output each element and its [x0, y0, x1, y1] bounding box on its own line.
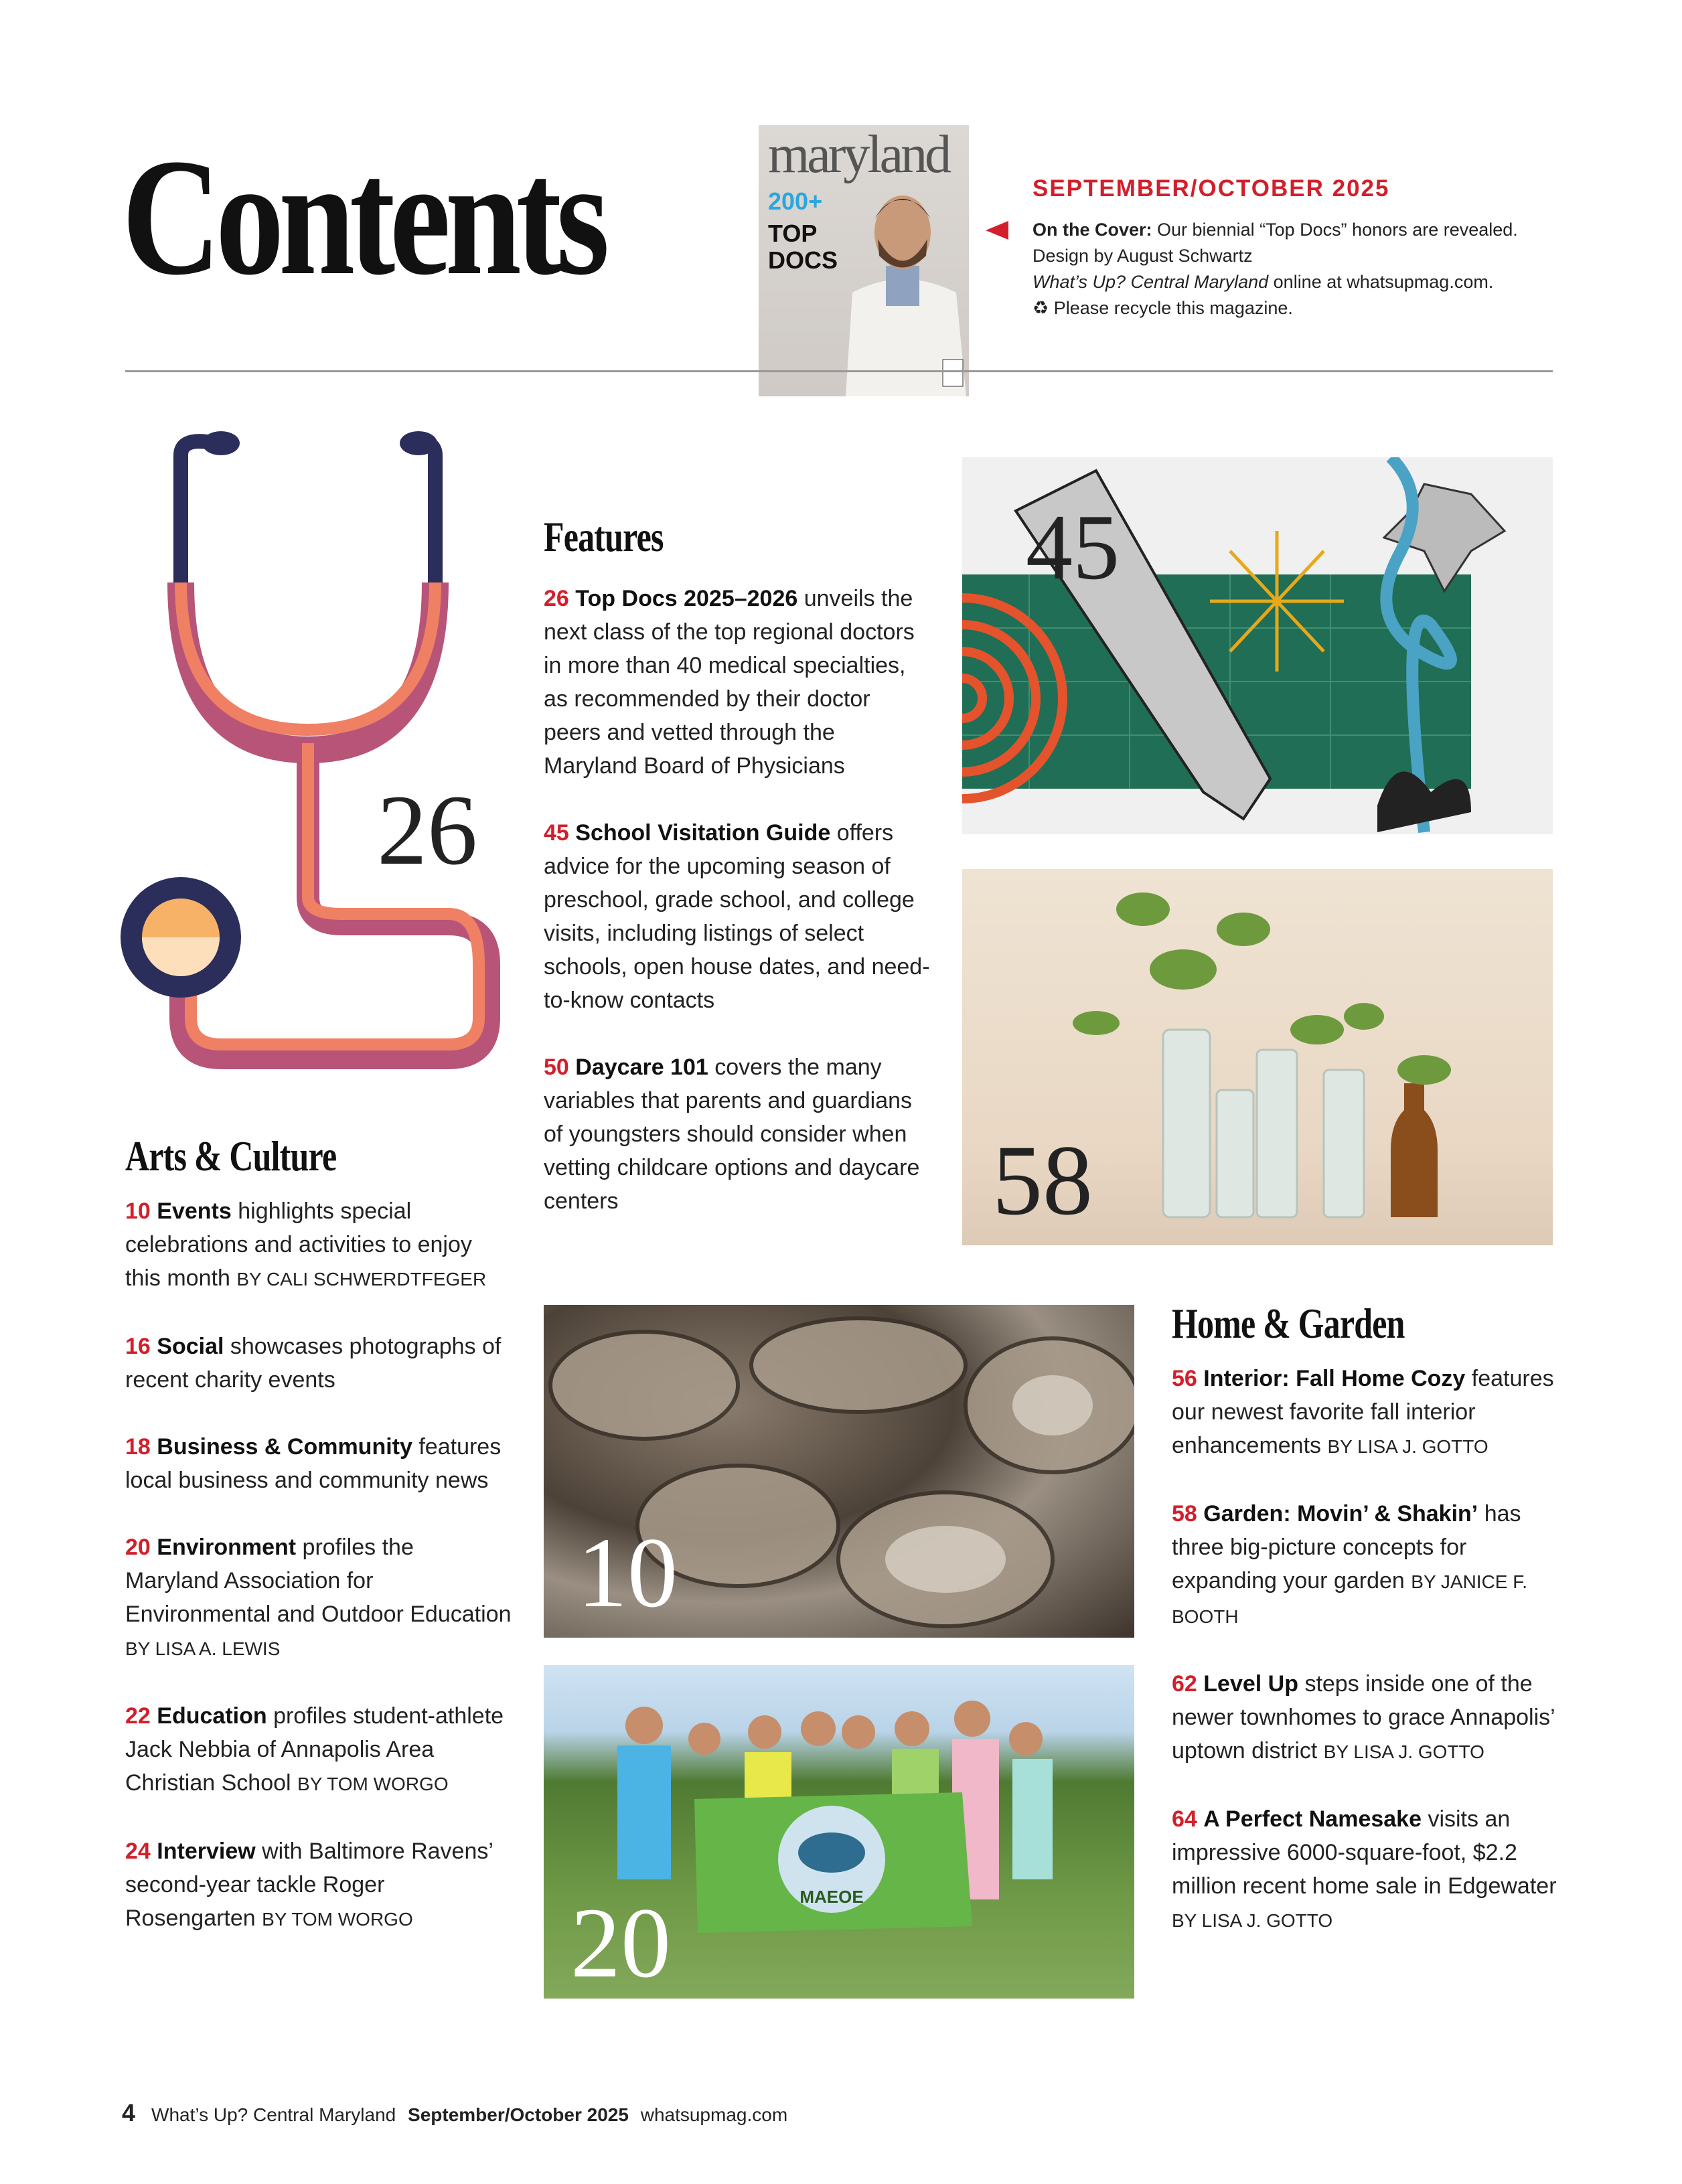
item-desc: offers advice for the upcoming season of preschool, grade school, and college visits, including listings of select schools, open house dates, and need-to-know contacts — [544, 820, 930, 1013]
page-number-26: 26 — [377, 775, 477, 886]
garden-image[interactable] — [962, 869, 1553, 1245]
online-text: online at whatsupmag.com. — [1268, 272, 1494, 292]
cover-doctor-image — [839, 165, 966, 396]
item-byline: BY JANICE F. BOOTH — [1172, 1571, 1528, 1627]
item-page: 20 — [125, 1535, 151, 1560]
arts-item[interactable] — [125, 1699, 514, 1801]
item-desc: features our newest favorite fall interior enhancements — [1172, 1366, 1554, 1458]
home-garden-heading: Home & Garden — [1172, 1300, 1405, 1347]
issue-date: SEPTEMBER/OCTOBER 2025 — [1033, 175, 1390, 202]
flag-label: MAEOE — [799, 1887, 864, 1907]
item-byline: BY CALI SCHWERDTFEGER — [236, 1269, 487, 1290]
students-image[interactable] — [544, 1665, 1134, 1999]
item-page: 58 — [1172, 1501, 1197, 1527]
item-title: Business & Community — [157, 1434, 412, 1460]
page-number-10: 10 — [577, 1517, 678, 1628]
cover-headline: TOP DOCS — [768, 220, 838, 274]
item-byline: BY LISA J. GOTTO — [1327, 1436, 1488, 1457]
cover-text: Our biennial “Top Docs” honors are revealed. Design by August Schwartz — [1033, 220, 1518, 266]
item-title: A Perfect Namesake — [1203, 1806, 1422, 1832]
item-title: Level Up — [1203, 1671, 1298, 1697]
item-title: Interior: Fall Home Cozy — [1203, 1366, 1466, 1391]
item-page: 45 — [544, 820, 569, 846]
home-item[interactable] — [1172, 1497, 1560, 1634]
item-page: 24 — [125, 1839, 151, 1864]
stethoscope-illustration — [114, 428, 516, 1085]
arts-item[interactable] — [125, 1835, 514, 1936]
item-page: 64 — [1172, 1806, 1197, 1832]
item-page: 62 — [1172, 1671, 1197, 1697]
issue-info — [1033, 175, 1541, 321]
features-heading: Features — [544, 513, 664, 560]
item-title: Events — [157, 1198, 232, 1224]
home-item[interactable] — [1172, 1802, 1560, 1938]
item-desc: showcases photographs of recent charity events — [125, 1334, 502, 1393]
footer-website[interactable]: whatsupmag.com — [640, 2104, 788, 2125]
item-desc: unveils the next class of the top regional doctors in more than 40 medical specialties, as recommended by their doctor peers and vetted through the Maryland Board of Physicians — [544, 586, 915, 779]
item-byline: BY LISA J. GOTTO — [1172, 1910, 1333, 1931]
home-item[interactable] — [1172, 1667, 1560, 1769]
arts-item[interactable] — [125, 1330, 514, 1397]
feature-item[interactable] — [544, 582, 932, 783]
item-byline: BY TOM WORGO — [262, 1909, 413, 1930]
item-desc: visits an impressive 6000-square-foot, $2.2 million recent home sale in Edgewater — [1172, 1806, 1557, 1899]
page-number-20: 20 — [570, 1887, 671, 1999]
cover-badge: 200+ — [768, 187, 823, 215]
item-byline: BY LISA A. LEWIS — [125, 1638, 281, 1659]
footer-magazine: What’s Up? Central Maryland — [151, 2104, 396, 2125]
item-byline: BY TOM WORGO — [297, 1774, 449, 1794]
recycle-note — [1033, 295, 1541, 321]
cover-thumbnail[interactable] — [759, 125, 969, 396]
item-desc: covers the many variables that parents and guardians of youngsters should consider when vetting childcare options and daycare centers — [544, 1055, 920, 1214]
item-title: Daycare 101 — [575, 1055, 708, 1080]
page-number: 4 — [122, 2099, 136, 2126]
arts-item[interactable] — [125, 1194, 514, 1296]
item-desc: steps inside one of the newer townhomes to grace Annapolis’ uptown district — [1172, 1671, 1555, 1764]
cover-label: On the Cover: — [1033, 220, 1152, 240]
item-title: Social — [157, 1334, 224, 1359]
arts-item[interactable] — [125, 1430, 514, 1497]
item-desc: highlights special celebrations and activities to enjoy this month — [125, 1198, 472, 1291]
item-desc: profiles the Maryland Association for Environmental and Outdoor Education — [125, 1535, 512, 1627]
pointer-arrow-icon — [986, 221, 1008, 240]
item-desc: has three big-picture concepts for expanding your garden — [1172, 1501, 1521, 1593]
feature-item[interactable] — [544, 1050, 932, 1218]
page-number-45: 45 — [1026, 495, 1120, 599]
item-desc: features local business and community news — [125, 1434, 502, 1493]
school-guide-image[interactable] — [962, 457, 1553, 834]
magazine-name: What’s Up? Central Maryland — [1033, 272, 1269, 292]
item-page: 22 — [125, 1703, 151, 1729]
home-item[interactable] — [1172, 1362, 1560, 1464]
arts-culture-column — [125, 1132, 514, 1970]
item-byline: BY LISA J. GOTTO — [1323, 1741, 1484, 1762]
page-title: Contents — [122, 125, 605, 310]
home-garden-column — [1172, 1299, 1560, 1971]
feature-item[interactable] — [544, 816, 932, 1017]
features-column — [544, 512, 932, 1251]
item-desc: with Baltimore Ravens’ second-year tackle Roger Rosengarten — [125, 1839, 493, 1931]
oysters-image[interactable] — [544, 1305, 1134, 1638]
arts-item[interactable] — [125, 1531, 514, 1666]
page-footer — [122, 2099, 787, 2127]
item-page: 50 — [544, 1055, 569, 1080]
online-note — [1033, 269, 1541, 295]
item-title: Interview — [157, 1839, 256, 1864]
item-title: Education — [157, 1703, 267, 1729]
item-page: 16 — [125, 1334, 151, 1359]
page-number-58: 58 — [992, 1125, 1093, 1236]
recycle-text: Please recycle this magazine. — [1049, 298, 1293, 318]
header-divider — [125, 370, 1553, 372]
item-page: 10 — [125, 1198, 151, 1224]
footer-issue: September/October 2025 — [408, 2104, 629, 2125]
item-page: 18 — [125, 1434, 151, 1460]
item-title: Environment — [157, 1535, 297, 1560]
recycle-icon: ♻ — [1033, 298, 1049, 318]
item-page: 56 — [1172, 1366, 1197, 1391]
item-desc: profiles student-athlete Jack Nebbia of Annapolis Area Christian School — [125, 1703, 504, 1796]
item-title: School Visitation Guide — [575, 820, 831, 846]
cover-masthead: maryland — [768, 125, 949, 184]
cover-credit — [1033, 217, 1541, 269]
item-title: Garden: Movin’ & Shakin’ — [1203, 1501, 1478, 1527]
arts-culture-heading: Arts & Culture — [125, 1132, 337, 1180]
item-title: Top Docs 2025–2026 — [575, 586, 798, 611]
item-page: 26 — [544, 586, 569, 611]
